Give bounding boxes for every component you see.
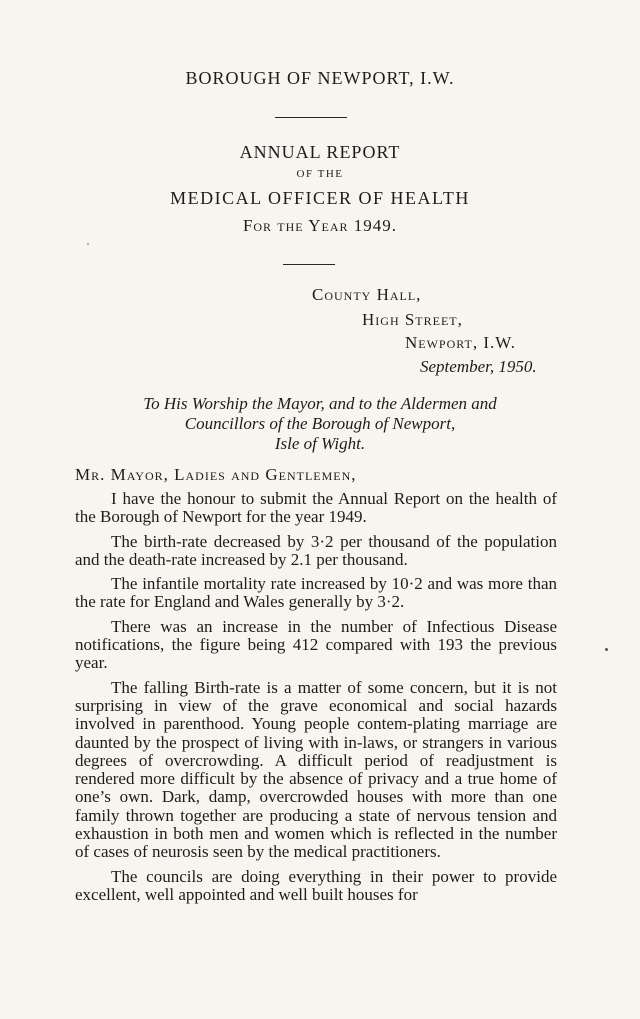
address-line-1: County Hall, [312, 285, 422, 304]
address-line-3: Newport, I.W. [405, 333, 517, 352]
report-title: ANNUAL REPORT [239, 142, 401, 162]
dedication-line-2: Councillors of the Borough of Newport, [184, 414, 456, 433]
borough-heading: BOROUGH OF NEWPORT, I.W. [185, 68, 455, 88]
divider-rule [283, 264, 335, 265]
paragraph: The birth-rate decreased by 3·2 per thousand of the population and the death-rate increased by 2.1 per thousand. [75, 531, 557, 569]
paragraph: I have the honour to submit the Annual Report on the health of the Borough of Newport for the year 1949. [75, 489, 557, 527]
paragraph: The infantile mortality rate increased by 10·2 and was more than the rate for England and Wales generally by 3·2. [75, 574, 557, 612]
paper-speck [87, 243, 89, 245]
officer-title: MEDICAL OFFICER OF HEALTH [170, 188, 470, 208]
divider-rule [275, 117, 347, 118]
paragraph: The falling Birth-rate is a matter of some concern, but it is not surprising in view of the grave economical and social hazards involved in parenthood. Young people contem-plating marriage are daunted by the prospect of living with in-laws, or strangers in various degrees of overcrowding. A difficult period of readjustment is rendered more difficult by the absence of privacy and a true home of one’s own. Dark, damp, overcrowded houses with more than one family thrown together are producing a state of nervous tension and exhaustion in both men and women which is reflected in the number of cases of neurosis seen by the medical practitioners. [75, 677, 557, 862]
dedication-line-3: Isle of Wight. [274, 434, 366, 453]
paragraph: The councils are doing everything in their power to provide excellent, well appointed and well built houses for [75, 866, 557, 904]
letter-body [75, 490, 557, 910]
salutation: Mr. Mayor, Ladies and Gentlemen, [75, 465, 357, 484]
letter-date: September, 1950. [420, 357, 537, 376]
dedication-line-1: To His Worship the Mayor, and to the Aldermen and [143, 394, 497, 413]
paper-speck [605, 648, 608, 651]
address-line-2: High Street, [362, 310, 463, 329]
report-subtitle: OF THE [296, 168, 344, 180]
dedication [0, 394, 640, 454]
paragraph: There was an increase in the number of Infectious Disease notifications, the figure being 412 compared with 193 the previous year. [75, 616, 557, 673]
report-year: For the Year 1949. [242, 216, 398, 235]
